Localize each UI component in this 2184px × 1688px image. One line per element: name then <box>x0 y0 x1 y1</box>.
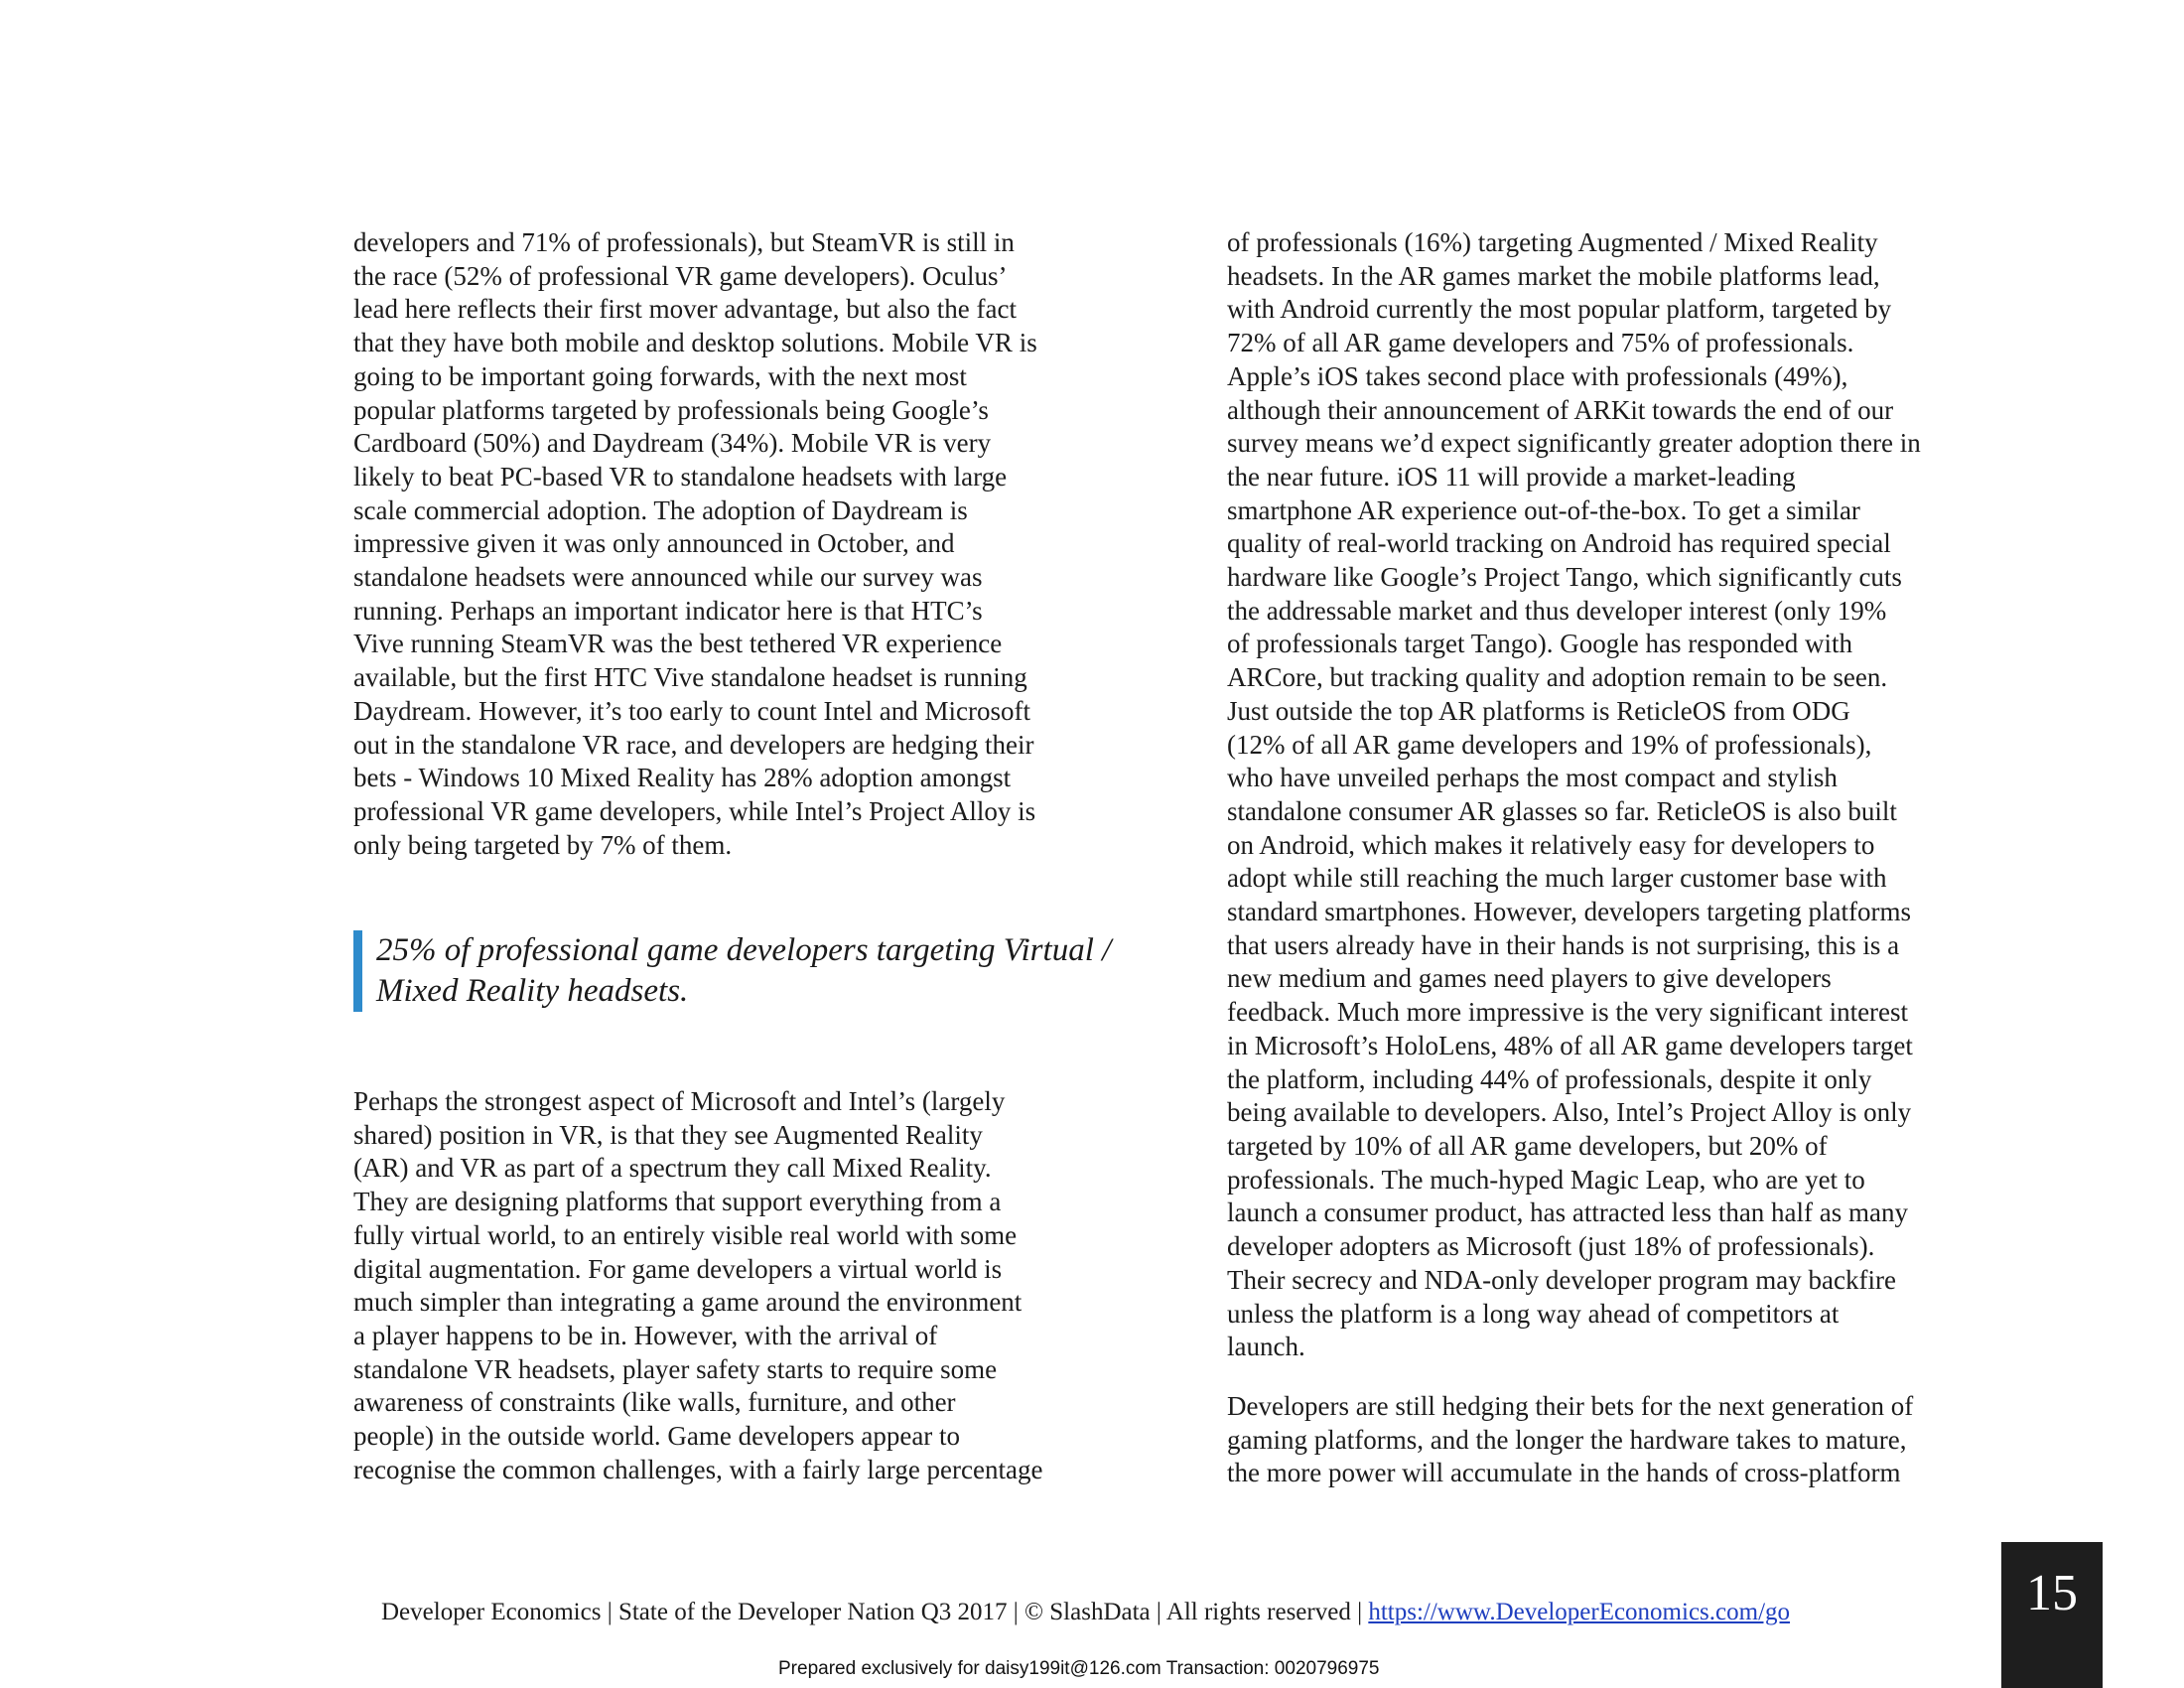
right-paragraph-1-line: (12% of all AR game developers and 19% of professionals), <box>1227 729 1872 760</box>
left-paragraph-1-line: popular platforms targeted by professionals being Google’s <box>353 394 989 425</box>
right-paragraph-1-line: hardware like Google’s Project Tango, which significantly cuts <box>1227 562 1902 593</box>
right-paragraph-1-line: Their secrecy and NDA-only developer program may backfire <box>1227 1264 1896 1295</box>
right-paragraph-1-line: unless the platform is a long way ahead of competitors at <box>1227 1298 1840 1329</box>
right-paragraph-1-line: standard smartphones. However, developers targeting platforms <box>1227 897 1911 927</box>
left-paragraph-1-line: that they have both mobile and desktop solutions. Mobile VR is <box>353 328 1037 358</box>
prepared-for-notice: Prepared exclusively for daisy199it@126.com Transaction: 0020796975 <box>778 1658 1380 1679</box>
left-paragraph-2-line: people) in the outside world. Game developers appear to <box>353 1421 961 1452</box>
right-paragraph-1-line: smartphone AR experience out-of-the-box. To get a similar <box>1227 494 1860 525</box>
left-paragraph-2-line: recognise the common challenges, with a fairly large percentage <box>353 1454 1043 1484</box>
left-paragraph-1-line: going to be important going forwards, with the next most <box>353 360 967 391</box>
page-number: 15 <box>2026 1565 2078 1621</box>
right-paragraph-1-line: on Android, which makes it relatively easy for developers to <box>1227 829 1875 860</box>
right-paragraph-1 <box>1227 226 2013 1364</box>
pull-quote-line: Mixed Reality headsets. <box>376 973 689 1009</box>
left-paragraph-1-line: bets - Windows 10 Mixed Reality has 28% adoption amongst <box>353 763 1012 793</box>
right-column <box>1227 226 2013 1490</box>
right-paragraph-1-line: headsets. In the AR games market the mobile platforms lead, <box>1227 260 1880 291</box>
right-paragraph-1-line: feedback. Much more impressive is the very significant interest <box>1227 997 1909 1028</box>
left-paragraph-1-line: Vive running SteamVR was the best tethered VR experience <box>353 629 1003 659</box>
left-paragraph-1-line: lead here reflects their first mover advantage, but also the fact <box>353 294 1017 325</box>
left-paragraph-2-line: digital augmentation. For game developers a virtual world is <box>353 1253 1003 1284</box>
right-paragraph-1-line: the addressable market and thus developer interest (only 19% <box>1227 595 1887 626</box>
right-paragraph-2-line: gaming platforms, and the longer the hardware takes to mature, <box>1227 1424 1907 1455</box>
right-paragraph-1-line: launch a consumer product, has attracted less than half as many <box>1227 1197 1909 1228</box>
right-paragraph-1-line: quality of real-world tracking on Android has required special <box>1227 528 1891 559</box>
left-paragraph-1-line: impressive given it was only announced in October, and <box>353 528 955 559</box>
left-column <box>353 226 1138 862</box>
right-paragraph-1-line: of professionals target Tango). Google has responded with <box>1227 629 1852 659</box>
pull-quote <box>353 930 1160 1012</box>
right-paragraph-2-line: Developers are still hedging their bets for the next generation of <box>1227 1390 1914 1421</box>
right-paragraph-1-line: in Microsoft’s HoloLens, 48% of all AR game developers target <box>1227 1030 1913 1060</box>
right-paragraph-1-line: survey means we’d expect significantly greater adoption there in <box>1227 428 1921 459</box>
right-paragraph-1-line: that users already have in their hands is not surprising, this is a <box>1227 929 1900 960</box>
footer <box>381 1599 1790 1626</box>
left-paragraph-1-line: running. Perhaps an important indicator here is that HTC’s <box>353 595 983 626</box>
left-paragraph-1-line: standalone headsets were announced while our survey was <box>353 562 983 593</box>
right-paragraph-1-line: being available to developers. Also, Intel’s Project Alloy is only <box>1227 1097 1912 1128</box>
left-paragraph-2-line: a player happens to be in. However, with the arrival of <box>353 1320 938 1350</box>
right-paragraph-1-line: targeted by 10% of all AR game developers, but 20% of <box>1227 1130 1828 1161</box>
page-number-box <box>2001 1542 2103 1688</box>
left-paragraph-1-line: developers and 71% of professionals), but SteamVR is still in <box>353 227 1015 257</box>
right-paragraph-1-line: the near future. iOS 11 will provide a market-leading <box>1227 461 1796 492</box>
left-paragraph-1-line: Cardboard (50%) and Daydream (34%). Mobile VR is very <box>353 428 992 459</box>
right-paragraph-1-line: adopt while still reaching the much larger customer base with <box>1227 863 1887 894</box>
right-paragraph-2 <box>1227 1390 2013 1490</box>
left-paragraph-2-line: awareness of constraints (like walls, furniture, and other <box>353 1387 956 1418</box>
right-paragraph-1-line: Apple’s iOS takes second place with professionals (49%), <box>1227 360 1848 391</box>
left-paragraph-1-line: professional VR game developers, while Intel’s Project Alloy is <box>353 795 1036 826</box>
left-paragraph-2-line: standalone VR headsets, player safety starts to require some <box>353 1353 998 1384</box>
right-paragraph-1-line: 72% of all AR game developers and 75% of professionals. <box>1227 328 1854 358</box>
right-paragraph-1-line: professionals. The much-hyped Magic Leap, who are yet to <box>1227 1164 1865 1195</box>
left-paragraph-1-line: only being targeted by 7% of them. <box>353 829 733 860</box>
left-paragraph-2-line: shared) position in VR, is that they see Augmented Reality <box>353 1119 983 1150</box>
right-paragraph-1-line: developer adopters as Microsoft (just 18% of professionals). <box>1227 1231 1875 1262</box>
left-paragraph-1-line: scale commercial adoption. The adoption of Daydream is <box>353 494 968 525</box>
right-paragraph-1-line: of professionals (16%) targeting Augmented / Mixed Reality <box>1227 227 1878 257</box>
left-paragraph-2 <box>353 1085 1138 1486</box>
left-paragraph-1-line: likely to beat PC-based VR to standalone headsets with large <box>353 461 1008 492</box>
pull-quote-line: 25% of professional game developers targeting Virtual / <box>376 932 1112 968</box>
left-paragraph-1-line: the race (52% of professional VR game developers). Oculus’ <box>353 260 1008 291</box>
right-paragraph-1-line: standalone consumer AR glasses so far. ReticleOS is also built <box>1227 795 1897 826</box>
right-paragraph-1-line: new medium and games need players to give developers <box>1227 963 1832 994</box>
footer-link[interactable]: https://www.DeveloperEconomics.com/go <box>1368 1599 1791 1625</box>
left-paragraph-2-line: Perhaps the strongest aspect of Microsoft and Intel’s (largely <box>353 1086 1006 1116</box>
right-paragraph-1-line: although their announcement of ARKit towards the end of our <box>1227 394 1894 425</box>
left-paragraph-1 <box>353 226 1138 862</box>
left-paragraph-1-line: Daydream. However, it’s too early to count Intel and Microsoft <box>353 695 1030 726</box>
left-paragraph-2-line: much simpler than integrating a game around the environment <box>353 1287 1023 1318</box>
right-paragraph-1-line: launch. <box>1227 1332 1305 1362</box>
left-column-lower <box>353 1085 1138 1486</box>
left-paragraph-2-line: fully virtual world, to an entirely visible real world with some <box>353 1219 1018 1250</box>
right-paragraph-1-line: ARCore, but tracking quality and adoption remain to be seen. <box>1227 662 1888 693</box>
right-paragraph-1-line: with Android currently the most popular platform, targeted by <box>1227 294 1892 325</box>
left-paragraph-1-line: out in the standalone VR race, and developers are hedging their <box>353 729 1034 760</box>
right-paragraph-1-line: the platform, including 44% of professionals, despite it only <box>1227 1063 1872 1094</box>
left-paragraph-1-line: available, but the first HTC Vive standalone headset is running <box>353 662 1027 693</box>
left-paragraph-2-line: They are designing platforms that support everything from a <box>353 1187 1002 1217</box>
left-paragraph-2-line: (AR) and VR as part of a spectrum they call Mixed Reality. <box>353 1153 992 1184</box>
right-paragraph-1-line: who have unveiled perhaps the most compact and stylish <box>1227 763 1838 793</box>
right-paragraph-2-line: the more power will accumulate in the hands of cross-platform <box>1227 1458 1901 1488</box>
right-paragraph-1-line: Just outside the top AR platforms is ReticleOS from ODG <box>1227 695 1850 726</box>
footer-text: Developer Economics | State of the Developer Nation Q3 2017 | © SlashData | All rights reserved | <box>381 1599 1369 1625</box>
